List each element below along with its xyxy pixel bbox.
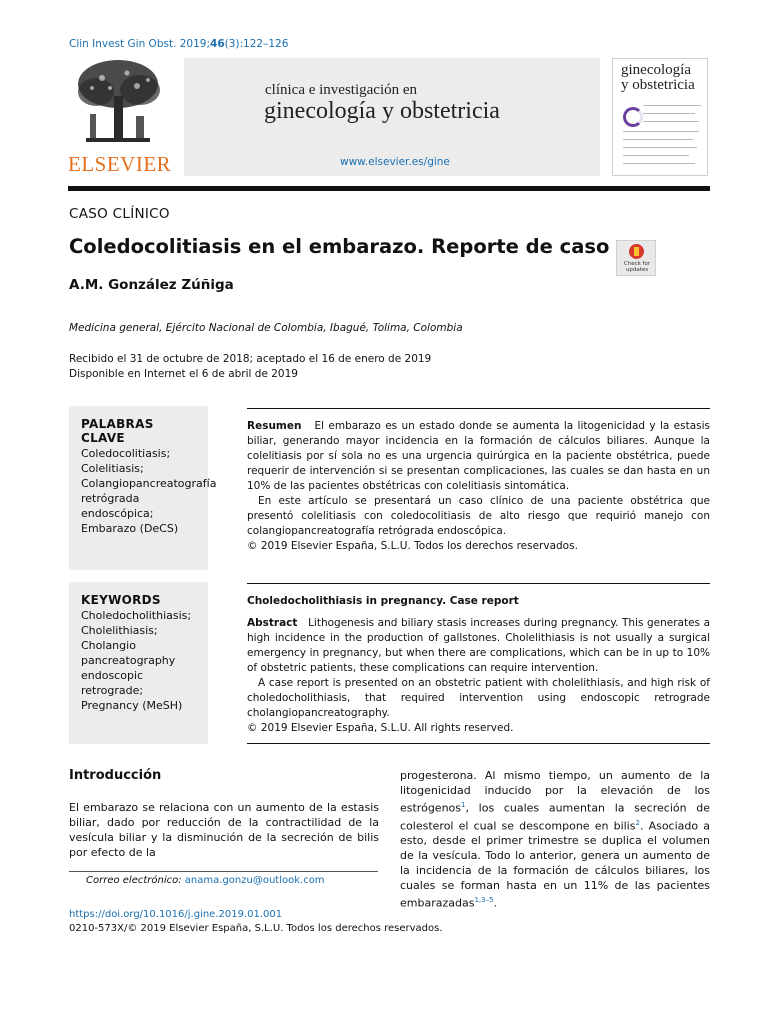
keyword-item: retrograde; <box>81 684 144 697</box>
resumen-top-rule <box>247 408 710 409</box>
keyword-item: Choledocholithiasis; <box>81 609 192 622</box>
cover-line <box>643 105 701 106</box>
keyword-item: endoscopic <box>81 669 144 682</box>
resumen-paragraph: En este artículo se presentará un caso clínico de una paciente obstétrica que presentó colelitiasis con coledocolitiasis de alto riesgo que requirió manejo con colangiopancreatografía retrógrada endoscópica. <box>247 495 710 537</box>
article-title: Coledocolitiasis en el embarazo. Reporte de caso <box>69 235 610 258</box>
cover-line <box>623 139 693 140</box>
keyword-item: Coledocolitiasis; <box>81 447 171 460</box>
abstract-paragraph: A case report is presented on an obstetric patient with cholelithiasis, and high risk of choledocholithiasis, that required intervention using endoscopic retrograde cholangiopancreatography. <box>247 677 710 719</box>
author-email-link[interactable]: anama.gonzu@outlook.com <box>184 875 325 886</box>
cover-emblem-icon <box>623 107 643 127</box>
abstract-copyright: © 2019 Elsevier España, S.L.U. All rights reserved. <box>247 722 514 734</box>
body-column-left <box>69 800 379 860</box>
resumen-label: Resumen <box>247 420 302 432</box>
keywords-es-panel <box>69 406 217 570</box>
cover-line <box>623 163 695 164</box>
resumen-copyright: © 2019 Elsevier España, S.L.U. Todos los derechos reservados. <box>247 540 578 552</box>
keyword-item: pancreatography <box>81 654 176 667</box>
keyword-item: Pregnancy (MeSH) <box>81 699 183 712</box>
intro-paragraph: El embarazo se relaciona con un aumento de la estasis biliar, dado por reducción de la contractilidad de la vesícula biliar y la disminución de la secreción de bilis por efecto de la <box>69 801 379 859</box>
abstract-label: Abstract <box>247 617 298 629</box>
keyword-item: Embarazo (DeCS) <box>81 522 179 535</box>
keywords-es-heading: PALABRAS CLAVE <box>81 417 154 445</box>
reference-link[interactable]: 2 <box>635 818 640 827</box>
journal-citation[interactable]: Clin Invest Gin Obst. 2019;46(3):122–126 <box>69 38 289 50</box>
abstract-block <box>247 595 710 736</box>
article-dates: Recibido el 31 de octubre de 2018; aceptado el 16 de enero de 2019 Disponible en Internet el 6 de abril de 2019 <box>69 353 432 380</box>
header-divider <box>68 186 710 191</box>
intro-paragraph-continued: progesterona. Al mismo tiempo, un aumento de la litogenicidad inducido por la elevación de los estrógenos$^1$, los cuales aumentan la secreción de colesterol el cual se descompone en bilis$^2$. Asociado a esto, desde el primer trimestre se duplica el volumen de la vesícula. Todo lo anterior, genera un aumento de la incidencia de la formación de cálculos biliares, los cuales se forman hasta en un 11% de las pacientes embarazadas$^{1,3-5}$. <box>400 769 710 910</box>
journal-cover-thumbnail[interactable] <box>612 58 708 176</box>
cover-line <box>623 155 689 156</box>
keywords-en-heading: KEYWORDS <box>81 593 161 607</box>
publisher-wordmark: ELSEVIER <box>68 152 172 176</box>
cover-title: ginecología y obstetricia <box>621 62 695 93</box>
abstract-bottom-rule <box>247 743 710 744</box>
journal-subtitle: clínica e investigación en <box>265 82 418 98</box>
keyword-item: Cholangio <box>81 639 136 652</box>
resumen-block <box>247 419 710 554</box>
keywords-en-panel <box>69 582 208 744</box>
article-author: A.M. González Zúñiga <box>69 277 234 293</box>
keyword-item: Colangiopancreatografía <box>81 477 217 490</box>
abstract-paragraph: Abstract Lithogenesis and biliary stasis increases during pregnancy. This generates a high incidence in the production of gallstones. Cholelithiasis is not usually a surgical emergency in pregnancy, but when there are complications, which can be in up to 10% of obstetric patients, these complications can require intervention. <box>247 617 711 674</box>
reference-link[interactable]: 1,3–5 <box>474 896 494 905</box>
body-column-right <box>400 768 710 911</box>
keyword-item: Cholelithiasis; <box>81 624 158 637</box>
footnote-rule <box>69 871 378 872</box>
journal-title: ginecología y obstetricia <box>264 98 500 124</box>
resumen-paragraph: Resumen El embarazo es un estado donde se aumenta la litogenicidad y la estasis biliar, generando mayor incidencia en la formación de cálculos biliares. Aunque la colelitiasis por sí sola no es una urgencia quirúrgica en la paciente obstétrica, puede requerir de intervención si se presentan complicaciones, las cuales se dan hasta en un 10% de las pacientes obstétricas con colelitiasis sintomática. <box>247 420 710 492</box>
correspondence-footnote: Correo electrónico: anama.gonzu@outlook.com <box>86 875 325 886</box>
reference-link[interactable]: 1 <box>461 801 466 809</box>
keyword-item: retrógrada <box>81 492 140 505</box>
cover-line <box>643 121 699 122</box>
bookmark-icon <box>629 244 644 259</box>
cover-line <box>623 147 697 148</box>
abstract-title: Choledocholithiasis in pregnancy. Case report <box>247 595 519 607</box>
cover-line <box>623 131 699 132</box>
tree-of-knowledge-icon <box>72 58 164 148</box>
issn-copyright: 0210-573X/© 2019 Elsevier España, S.L.U. Todos los derechos reservados. <box>69 923 443 934</box>
check-updates-label: Check for updates <box>623 261 651 273</box>
check-for-updates-button[interactable] <box>616 240 656 276</box>
author-affiliation: Medicina general, Ejército Nacional de Colombia, Ibagué, Tolima, Colombia <box>69 322 463 334</box>
keyword-item: endoscópica; <box>81 507 154 520</box>
cover-line <box>643 113 695 114</box>
journal-header <box>184 58 600 176</box>
abstract-top-rule <box>247 583 710 584</box>
journal-url-link[interactable]: www.elsevier.es/gine <box>340 156 450 168</box>
doi-link[interactable]: https://doi.org/10.1016/j.gine.2019.01.001 <box>69 909 283 920</box>
article-section: CASO CLÍNICO <box>69 206 170 222</box>
keyword-item: Colelitiasis; <box>81 462 144 475</box>
introduction-heading: Introducción <box>69 768 162 783</box>
elsevier-logo[interactable] <box>68 58 172 176</box>
